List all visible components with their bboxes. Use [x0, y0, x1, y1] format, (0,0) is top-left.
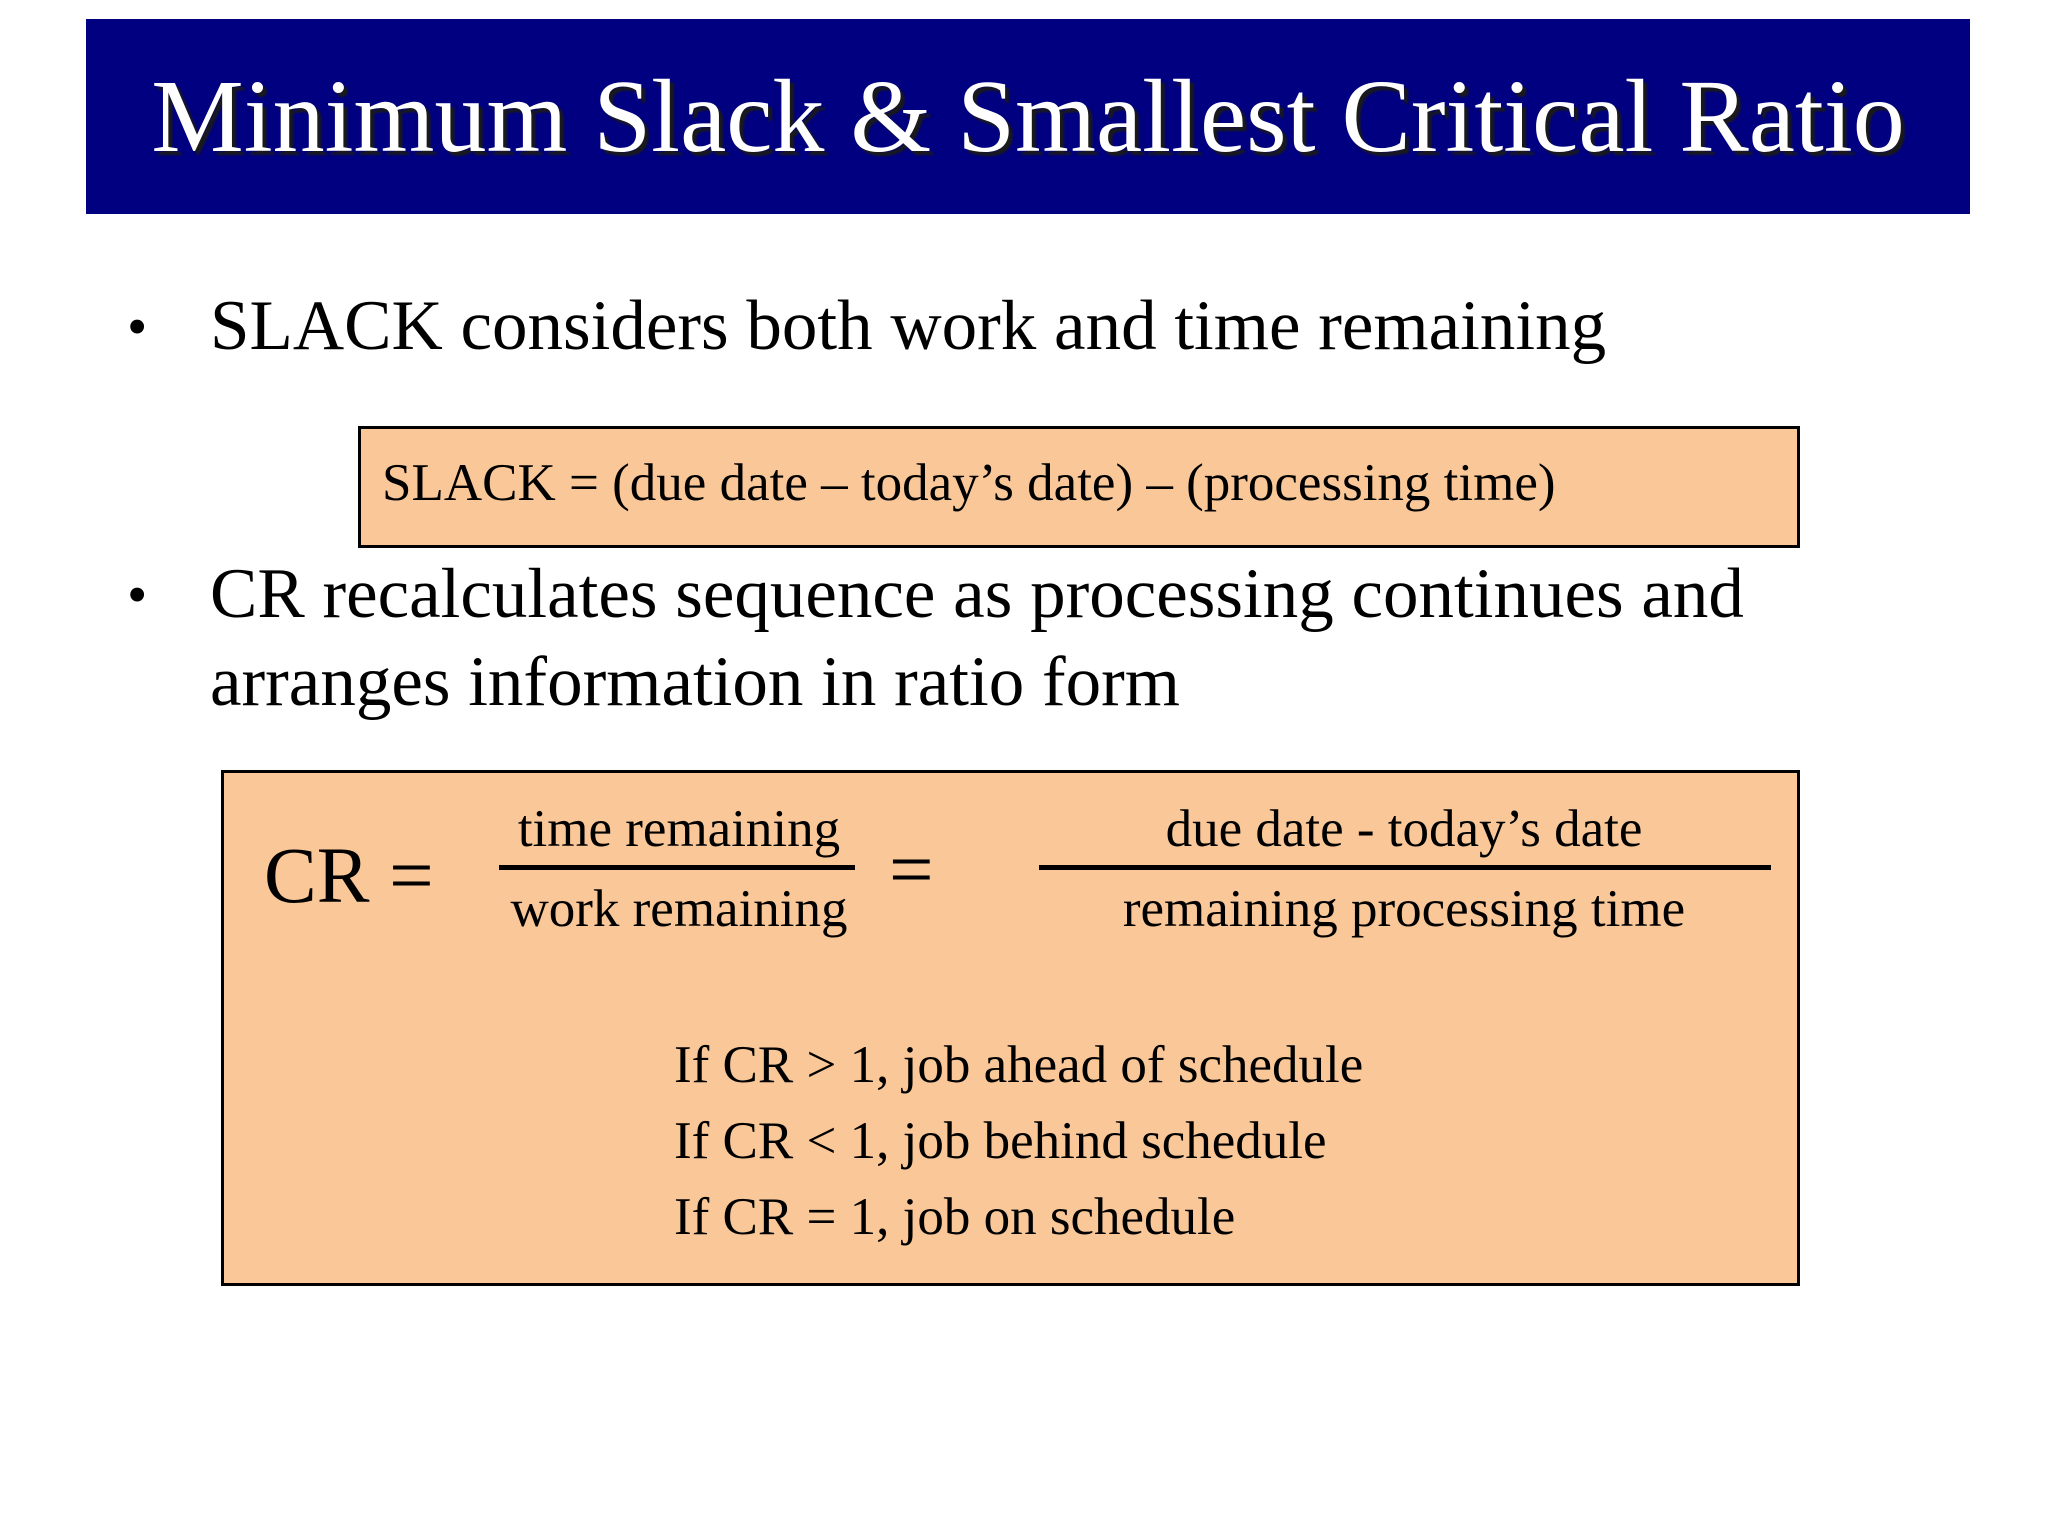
fraction2-bar [1039, 865, 1771, 870]
title-bar [86, 19, 1970, 214]
slack-formula: SLACK = (due date – today’s date) – (processing time) [382, 454, 1556, 512]
bullet-text-line1: CR recalculates sequence as processing continues and [210, 555, 1744, 633]
cr-formula-box [221, 770, 1800, 1286]
bullet-text: SLACK considers both work and time remaining [210, 287, 1607, 365]
slide-title: Minimum Slack & Smallest Critical Ratio [151, 58, 1905, 174]
fraction2-denominator: remaining processing time [1122, 880, 1686, 938]
fraction1-numerator: time remaining [517, 800, 841, 858]
condition-behind: If CR < 1, job behind schedule [674, 1112, 1327, 1170]
cr-label: CR = [264, 833, 434, 920]
fraction1-bar [499, 865, 855, 870]
slack-formula-box [358, 426, 1800, 548]
equals-sign: = [889, 827, 934, 914]
bullet-marker: • [127, 294, 148, 359]
bullet-text-line2: arranges information in ratio form [210, 643, 1181, 721]
bullet-marker: • [127, 562, 148, 627]
condition-ahead: If CR > 1, job ahead of schedule [674, 1036, 1364, 1094]
fraction1-denominator: work remaining [510, 880, 848, 938]
fraction2-numerator: due date - today’s date [1165, 800, 1643, 858]
condition-on-schedule: If CR = 1, job on schedule [674, 1188, 1236, 1246]
